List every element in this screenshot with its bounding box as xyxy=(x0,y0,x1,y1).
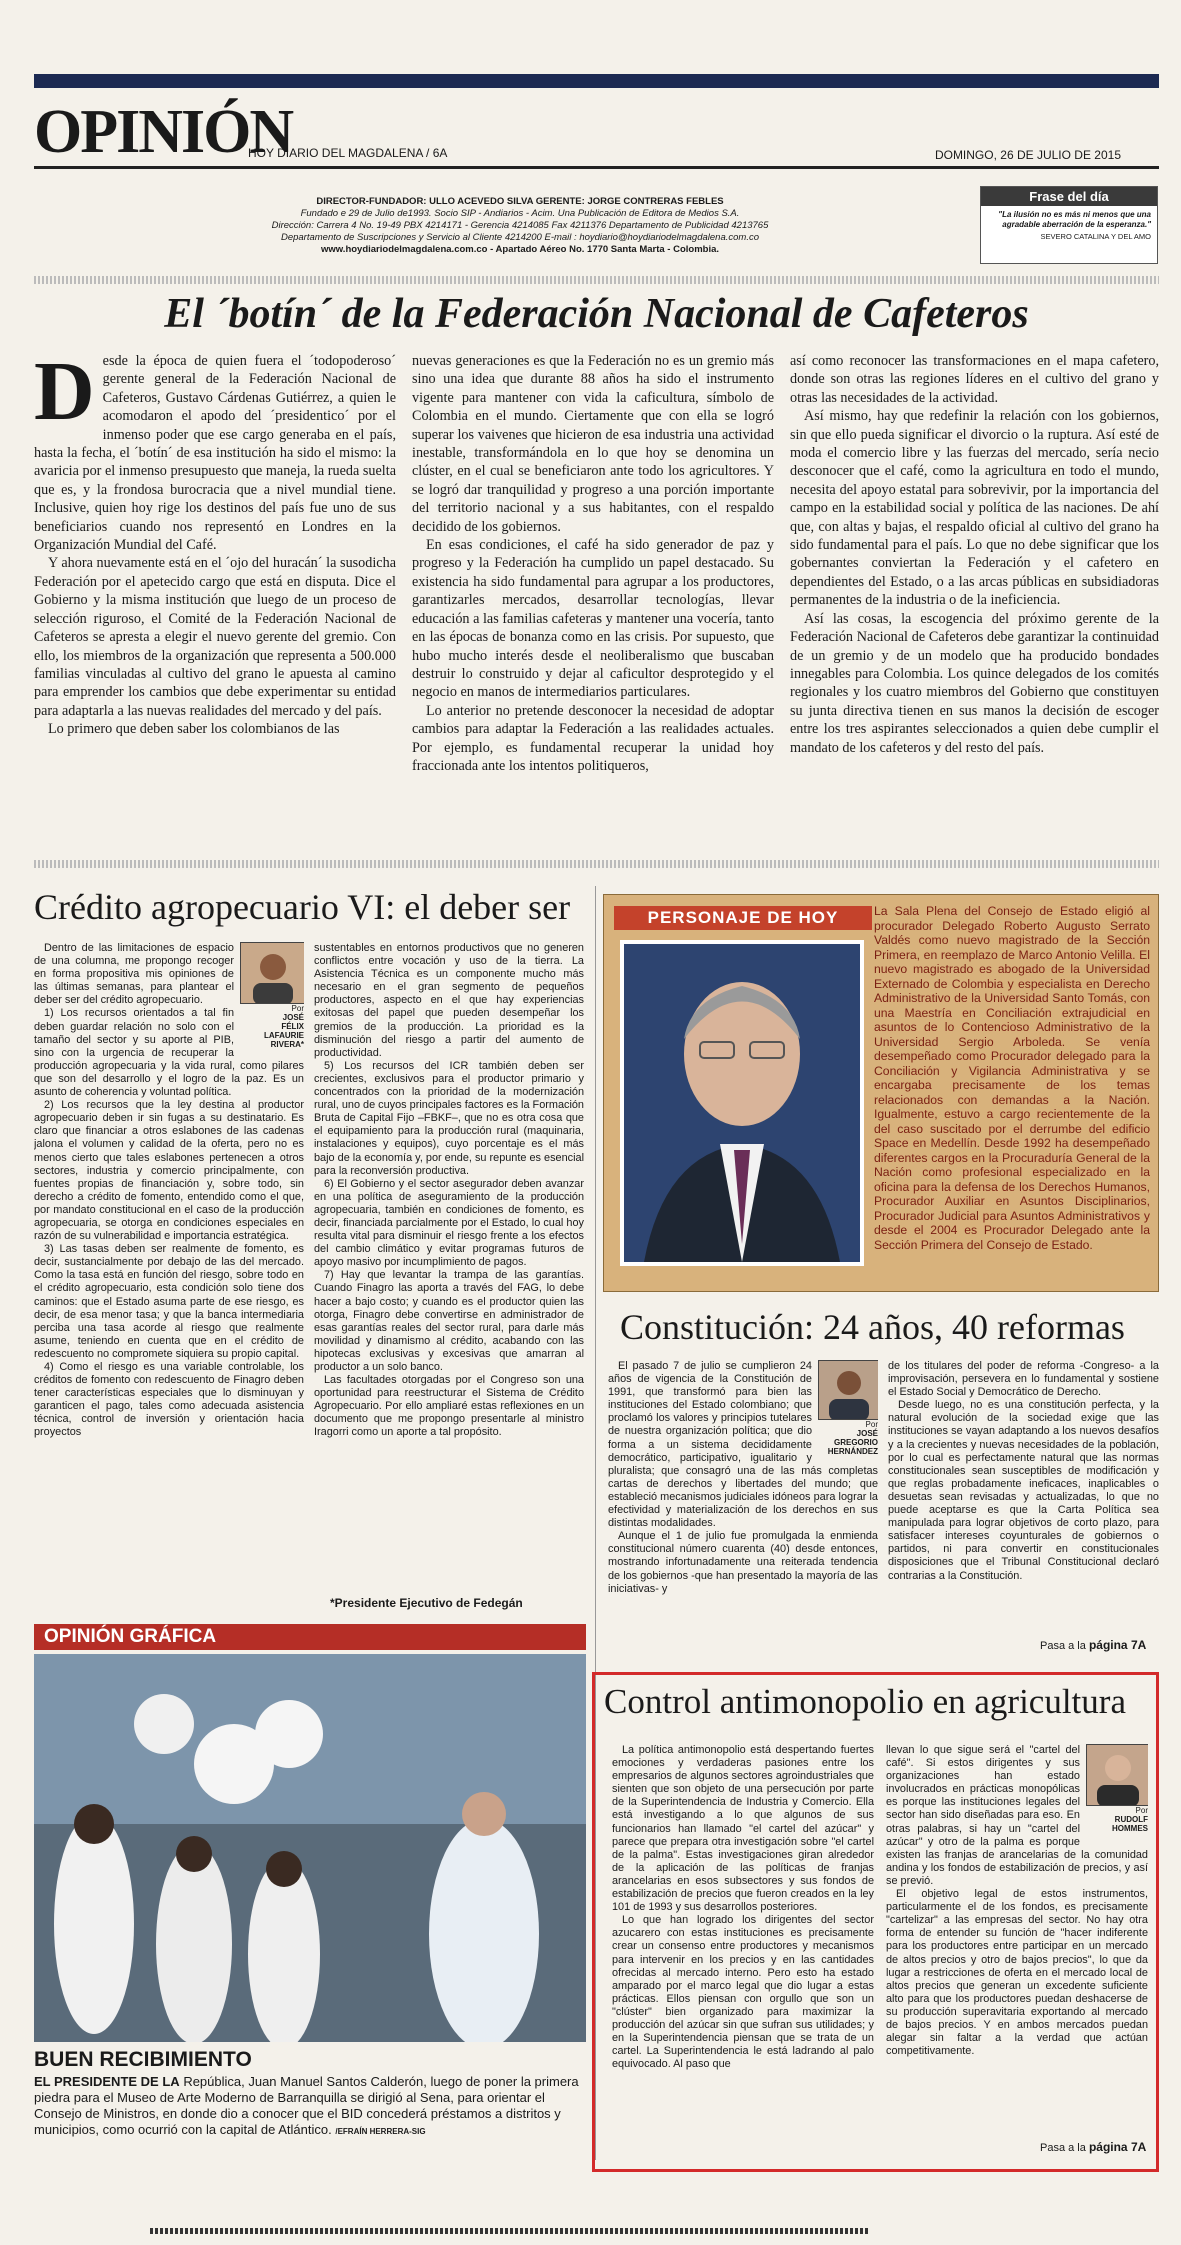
top-color-band xyxy=(34,74,1159,88)
byline-label xyxy=(240,1004,304,1049)
antimonopolio-paragraph: Lo que han logrado los dirigentes del sector azucarero con estas instituciones es precisamente crear un consenso entre productores y mecanismos para intervenir en los precios y en las cantidades ofrecidas al mercado interno. Pero esto ha estado amparado por el marco legal que dio lugar a estas prácticas. Ellos piensan con orgullo que son un "clúster" bien organizado para maximizar la producción del azúcar sin que sufran sus utilidades; y en la Superintendencia piensan que se trata de un cartel. La Superintendencia le está ladrando al palo equivocado. Al paso que xyxy=(612,1914,874,2071)
quote-of-day-text: "La ilusión no es más ni menos que una agradable aberración de la esperanza." xyxy=(998,210,1151,229)
antimonopolio-title: Control antimonopolio en agricultura xyxy=(604,1682,1126,1721)
antimonopolio-byline xyxy=(1086,1744,1148,1833)
caption-title: BUEN RECIBIMIENTO xyxy=(34,2048,252,2071)
credito-byline xyxy=(240,942,304,1049)
author-photo xyxy=(818,1360,878,1420)
byline-line: GREGORIO xyxy=(833,1438,878,1447)
antimonopolio-jump[interactable] xyxy=(1040,2140,1146,2154)
credito-col-2 xyxy=(314,942,584,1592)
byline-label xyxy=(818,1420,878,1456)
antimonopolio-col-1 xyxy=(612,1744,874,2154)
byline-line: Por xyxy=(865,1420,878,1429)
staff-line: Dirección: Carrera 4 No. 19-49 PBX 4214171 - Gerencia 4214085 Fax 4211376 Departamento de Publicidad 4213765 xyxy=(271,220,769,231)
jump-label: Pasa a la xyxy=(1040,1640,1086,1652)
editorial-col-2 xyxy=(412,352,774,852)
credito-title: Crédito agropecuario VI: el deber ser xyxy=(34,887,571,927)
editorial-col-1 xyxy=(34,352,396,852)
byline-line: Por xyxy=(291,1004,304,1013)
byline-line: RIVERA* xyxy=(270,1040,304,1049)
caption-lead: EL PRESIDENTE DE LA xyxy=(34,2074,180,2089)
masthead-rule xyxy=(34,166,1159,169)
antimonopolio-paragraph: El objetivo legal de estos instrumentos, particularmente el de los fondos, es precisamente "cartelizar" a las empresas del sector. No hay otra forma de entender su función de "hacer indiferente para los productores entre participar en un mercado de altos precios y otro de bajos precios", lo que da lugar a restricciones de oferta en el mercado local de altos precios que generan un excedente suficiente alto para que los productores puedan deshacerse de su producción superavitaria exportando al mercado de bajos precios. Y en ambos mercados puedan alegar sin faltar a la verdad que actúan competitivamente. xyxy=(886,1888,1148,2058)
editorial-paragraph: Lo anterior no pretende desconocer la necesidad de adoptar cambios para adaptar la Federación a las realidades actuales. Por ejemplo, es fundamental recuperar la unidad hoy fraccionada ante los intentos politiqueros, xyxy=(412,702,774,774)
staff-line: Fundado e 29 de Julio de1993. Socio SIP - Andiarios - Acim. Una Publicación de Editora de Medios S.A. xyxy=(300,208,740,219)
personaje-portrait-icon xyxy=(624,944,860,1262)
credito-paragraph: Dentro de las limitaciones de espacio de una columna, me propongo recoger en forma propositiva mis opiniones de las últimas semanas, para plantear el deber ser del crédito agropecuario. xyxy=(34,942,234,1007)
constitucion-col-2 xyxy=(888,1360,1159,1622)
byline-line: RUDOLF xyxy=(1114,1815,1148,1824)
crowd-photo-icon xyxy=(34,1654,586,2042)
staff-line: DIRECTOR-FUNDADOR: ULLO ACEVEDO SILVA GERENTE: JORGE CONTRERAS FEBLES xyxy=(316,196,724,207)
section-subhead: HOY DIARIO DEL MAGDALENA / 6A xyxy=(248,146,448,160)
editorial-col-3 xyxy=(790,352,1159,852)
antimonopolio-col-2 xyxy=(886,1744,1148,2124)
byline-line: Por xyxy=(1135,1806,1148,1815)
editorial-paragraph: Así las cosas, la escogencia del próximo gerente de la Federación Nacional de Cafeteros debe garantizar la continuidad de un gremio y de un modelo que ha producido bondades innegables para Colombia. Los quince delegados de los comités regionales y los cuatro miembros del Gobierno que constituyen su junta directiva tienen en sus manos la decisión de escoger entre los tres aspirantes seleccionados a quien debe cumplir el mandato de los cafeteros y del resto del país. xyxy=(790,610,1159,756)
credito-paragraph: 6) El Gobierno y el sector asegurador deben avanzar en una política de aseguramiento de la producción agropecuaria, también en condiciones de fomento, es decir, financiada parcialmente por el Estado, lo cual hoy resulta vital para disminuir el riesgo frente a los efectos del cambio climático y evitar programas futuros de apoyo masivo por incumplimiento de pagos. xyxy=(314,1177,584,1269)
credito-paragraph: 2) Los recursos que la ley destina al productor agropecuario deben ir sin fugas a su destinatario. Es claro que financiar a otros eslabones de las cadenas jalona el volumen y calidad de la oferta, pero no es menos cierto que tales eslabones pertenecen a otros sectores, industria y comercio principalmente, con fuentes propias de financiación y, sobre todo, sin derecho a crédito de fomento, entendido como el que, por mandato constitucional en el caso de la producción agropecuaria, se otorga en condiciones especiales en razón de su vulnerabilidad e importancia estratégica. xyxy=(34,1099,304,1243)
caption xyxy=(34,2074,586,2140)
credito-paragraph: sustentables en entornos productivos que no generen conflictos entre vocación y uso de la tierra. La Asistencia Técnica es un componente mucho más necesario en el gran segmento de pequeños productores, aspecto en el que hay experiencias exitosas del papel que pueden desempeñar los gremios de la producción. La prioridad es la disminución del riesgo a partir del aumento de productividad. xyxy=(314,942,584,1059)
personaje-label: PERSONAJE DE HOY xyxy=(614,906,872,930)
byline-line: FÉLIX xyxy=(281,1022,304,1031)
byline-line: HOMMES xyxy=(1112,1824,1148,1833)
credito-footnote: *Presidente Ejecutivo de Fedegán xyxy=(330,1596,523,1610)
editorial-paragraph: En esas condiciones, el café ha sido generador de paz y progreso y la Federación ha cumplido un papel destacado. Su existencia ha sido fundamental para agrupar a los productores, garantizarles mercados, desarrollar tecnologías, llevar educación a las familias cafeteras y mantener una vocería, tanto en las épocas de bonanza como en las crisis. Por supuesto, que hubo mucho interés desde el neoliberalismo que buscaban destruir lo construido y dejar al caficultor desprotegido y el negocio en manos de intermediarios particulares. xyxy=(412,537,774,701)
opinion-grafica-photo xyxy=(34,1654,586,2042)
author-photo xyxy=(1086,1744,1148,1806)
quote-of-day-title: Frase del día xyxy=(981,187,1157,206)
byline-line: LAFAURIE xyxy=(264,1031,304,1040)
credito-paragraph: Las facultades otorgadas por el Congreso son una oportunidad para reestructurar el Sistema de Crédito Agropecuario. Por ello ampliaré estas reflexiones en un documento que me propongo presentarle al ministro Iragorri como un aporte a tal propósito. xyxy=(314,1374,584,1439)
issue-date: DOMINGO, 26 DE JULIO DE 2015 xyxy=(934,148,1121,162)
jump-label: Pasa a la xyxy=(1040,2142,1086,2154)
author-portrait-icon xyxy=(1087,1745,1148,1805)
antimonopolio-paragraph: La política antimonopolio está despertando fuertes emociones y verdaderas pasiones entre los empresarios de algunos sectores agroindustriales que sienten que son objeto de una persecución por parte de la Superintendencia de Industria y Comercio. Ella está investigando a lo que algunos de sus funcionarios han llamado "el cartel del azúcar" y parece que prepara otra investigación sobre "el cartel de la palma". Estas investigaciones giran alrededor de la aplicación de las políticas de franjas arancelarias en esos subsectores y sus fondos de estabilización de precios que fueron creados en la ley 101 de 1993 y sus desarrollos posteriores. xyxy=(612,1744,874,1914)
photo-credit: /EFRAÍN HERRERA-SIG xyxy=(335,2127,426,2136)
credito-col-1 xyxy=(34,942,304,1610)
author-photo xyxy=(240,942,304,1004)
byline-line: JOSÉ xyxy=(856,1429,878,1438)
caption-text: República, Juan Manuel Santos Calderón, luego de poner la primera piedra para el Museo de Arte Moderno de Barranquilla se dirigió al Sena, para orientar el Consejo de Ministros, en donde dio a conocer que el BID concederá préstamos a distritos y municipios, como ocurrió con la capital de Atlántico. xyxy=(34,2074,579,2137)
byline-label xyxy=(1086,1806,1148,1833)
editorial-paragraph: Y ahora nuevamente está en el ´ojo del huracán´ la susodicha Federación por el apetecido cargo que está en disputa. Dice el Gobierno y la misma institución que luego de un proceso de selección riguroso, el Comité de la Federación Nacional de Cafeteros se apresta a elegir el nuevo gerente del gremio. Con ello, los miembros de la organización que representa a 500.000 familias vinculadas al cultivo del grano le apuesta al camino para emprender los cambios que debe experimentar su entidad para adaptarla a las nuevas realidades del mercado y del país. xyxy=(34,555,396,719)
constitucion-col-1 xyxy=(608,1360,878,1632)
editorial-dropcap: D xyxy=(34,352,95,438)
editorial-paragraph: así como reconocer las transformaciones en el mapa cafetero, donde son otras las regiones líderes en el cultivo del grano y otras las necesidades de la actividad. xyxy=(790,353,1159,406)
opinion-grafica-label: OPINIÓN GRÁFICA xyxy=(34,1624,586,1650)
editorial-paragraph: Así mismo, hay que redefinir la relación con los gobiernos, sin que ello pueda significar el divorcio o la ruptura. Así esté de moda el comercio libre y las fuerzas del mercado, sería necio desconocer que el café, como la agricultura en todo el mundo, necesita del apoyo estatal para sobrevivir, por la importancia del campo en la estabilidad social y política de las naciones. De ahí que, con altas y bajas, el respaldo oficial al cultivo del grano ha sido fundamental para el país. Lo que no debe significar que los gobernantes conviertan la Federación y el cafetero en dependientes del Estado, o a las arcas públicas en subsidiadoras permanentes de la industria o de la ineficiencia. xyxy=(790,408,1159,609)
credito-paragraph: 1) Los recursos orientados a tal fin deben guardar relación no solo con el tamaño del sector y su aporte al PIB, sino con la urgencia de recuperar la producción agropecuaria y la vida rural, como pilares que son del desarrollo y el logro de la paz. Es un asunto de coherencia y voluntad política. xyxy=(34,1007,304,1099)
constitucion-paragraph: de los titulares del poder de reforma -Congreso- a la improvisación, persevera en lo fundamental y sostiene el Estado Social y Democrático de Derecho. xyxy=(888,1360,1159,1399)
antimonopolio-paragraph: llevan lo que sigue será el "cartel del café". Si estos dirigentes y sus organizaciones han estado involucrados en prácticas monopólicas es porque las instituciones legales del sector han sido diseñadas para eso. En otras palabras, si hay un "cartel del azúcar" y otro de la palma es porque existen las franjas de arancelarias de la comunidad andina y los fondos de estabilización de precios, y así se previó. xyxy=(886,1744,1148,1887)
personaje-text: La Sala Plena del Consejo de Estado eligió al procurador Delegado Roberto Augusto Serrato Valdés como nuevo magistrado de la Sección Primera, en reemplazo de Marco Antonio Velilla. El nuevo magistrado es abogado de la Universidad Externado de Colombia y especialista en Derecho Administrativo de la Universidad Santo Tomás, con una Maestría en Conciliación extrajudicial en asuntos de lo Contencioso Administrativo de la Universidad Sergio Arboleda. Se venía desempeñado como Procurador delegado para la Conciliación y Vigilancia Administrativa y se encargaba precisamente de los temas relacionados con demandas a la Nación. Igualmente, estuvo a cargo recientemente de la del caso suscitado por el derrumbe del edificio Space en Medellín. Desde 1992 ha desempeñado diferentes cargos en la Procuraduría General de la Nación como profesional especializado en la oficina para la defensa de los Derechos Humanos, Procurador Auxiliar en Asuntos Disciplinarios, Procurador Judicial para Asuntos Administrativos y desde el 2004 es Procurador Delegado ante la Sección Primera del Consejo de Estado. xyxy=(874,904,1150,1252)
credito-paragraph: 5) Los recursos del ICR también deben ser crecientes, exclusivos para el productor primario y concentrados con la prioridad de la modernización rural, uno de cuyos principales factores es la Formación Bruta de Capital Fijo –FBKF–, que no es otra cosa que el equipamiento para la producción rural (maquinaria, instalaciones y equipos), cuyo porcentaje es el más bajo de la economía y, por ende, su repunte es esencial para la reconversión productiva. xyxy=(314,1059,584,1177)
constitucion-title: Constitución: 24 años, 40 reformas xyxy=(620,1307,1125,1347)
jump-page: página 7A xyxy=(1088,2140,1147,2154)
editorial-paragraph: nuevas generaciones es que la Federación no es un gremio más sino una idea que durante 88 años ha sido el instrumento vigente para mantener con vida la caficultura, símbolo de Colombia en el mundo. Ciertamente que con ella se logró superar los vaivenes que hicieron de esa industria una actividad inestable, transformándola en lo que hoy se denomina un clúster, en el cual se beneficiaron ante todo los agricultores. Y se logró dar tranquilidad y progreso a una porción importante del territorio nacional y a sus habitantes, con el respaldo decidido de los gobiernos. xyxy=(412,353,774,535)
constitucion-paragraph: Desde luego, no es una constitución perfecta, y la natural evolución de la sociedad exige que las instituciones se vayan adaptando a los nuevos desafíos y a la crecientes y nuevas necesidades de la población, por lo cual es perfectamente natural que las normas constitucionales sean susceptibles de modificación y que reglas probadamente ineficaces, inaplicables o desuetas sean revisadas y actualizadas, lo que no puede aceptarse es que la Carta Política sea manipulada para lograr objetivos de corto plazo, para satisfacer intereses coyunturales de gobiernos o partidos, ni para convertir en constitucionales disposiciones que el Tribunal Constitucional declaró contrarias a la Constitución. xyxy=(888,1399,1159,1582)
hatch-divider xyxy=(34,276,1159,284)
staff-box xyxy=(200,196,840,256)
personaje-photo xyxy=(620,940,864,1266)
credito-paragraph: 3) Las tasas deben ser realmente de fomento, es decir, sustancialmente por debajo de las del mercado. Como la tasa está en función del riesgo, sobre todo en el crédito agropecuario, esta condición solo tiene dos caminos: que el Estado asuma parte de ese riesgo, es decir, de esa menor tasa; y que la banca intermediaria perciba una tasa acorde al riesgo que realmente asume, teniendo en cuenta que en el crédito de redescuento no compromete siquiera su propio capital. xyxy=(34,1243,304,1360)
hatch-divider xyxy=(34,860,1159,868)
editorial-paragraph: Lo primero que deben saber los colombianos de las xyxy=(48,721,340,738)
constitucion-byline xyxy=(818,1360,878,1456)
credito-paragraph: 7) Hay que levantar la trampa de las garantías. Cuando Finagro las aporta a través del FAG, lo debe hacer a bajo costo; y cuando es el productor quien las otorga, Finagro debe convertirse en administrador de esas garantías reales del sector rural, para darle más movilidad y dinamismo al crédito, acabando con las hipotecas exclusivas y excesivas que amarran al productor a un solo banco. xyxy=(314,1269,584,1373)
author-portrait-icon xyxy=(241,943,304,1003)
byline-line: HERNÁNDEZ xyxy=(827,1447,878,1456)
constitucion-jump[interactable] xyxy=(1040,1638,1146,1652)
section-logo: OPINIÓN xyxy=(34,98,293,166)
staff-line: www.hoydiariodelmagdalena.com.co - Apartado Aéreo No. 1770 Santa Marta - Colombia. xyxy=(320,244,720,255)
author-portrait-icon xyxy=(819,1361,878,1419)
quote-of-day-box xyxy=(980,186,1158,264)
constitucion-paragraph: Aunque el 1 de julio fue promulgada la enmienda constitucional número cuarenta (40) desde entonces, mostrando infortunadamente una reiterada tendencia de los gobiernos -que han presentado la mayoría de las iniciativas- y xyxy=(608,1530,878,1595)
staff-line: Departamento de Suscripciones y Servicio al Cliente 4214200 E-mail : hoydiario@hoydiariodelmagdalena.com.co xyxy=(280,232,760,243)
editorial-paragraph: esde la época de quien fuera el ´todopoderoso´ gerente general de la Federación Nacional de Cafeteros, Gustavo Cárdenas Gutiérrez, a quien le acomodaron el apodo del ´presidentico´ por el inmenso poder que ese cargo generaba en el país, hasta la fecha, el ´botín´ de esa institución ha sido el mismo: la avaricia por el inmenso presupuesto que maneja, la rueda suelta que es, y la frondosa burocracia que a nivel mundial tiene. Inclusive, quien hoy rige los destinos del país fue uno de sus beneficiarios cuando nos representó en Londres en la Organización Mundial del Café. xyxy=(34,353,396,554)
quote-of-day-author: SEVERO CATALINA Y DEL AMO xyxy=(1040,232,1151,241)
jump-page: página 7A xyxy=(1088,1638,1147,1652)
editorial-title: El ´botín´ de la Federación Nacional de Cafeteros xyxy=(164,291,1029,337)
constitucion-paragraph: El pasado 7 de julio se cumplieron 24 años de vigencia de la Constitución de 1991, que transformó para bien las instituciones del Estado colombiano; que proclamó los valores y principios tutelares de nuestra organización política; que dio forma a un sistema decididamente democrático, participativo, igualitario y pluralista; que consagró una de las más completas cartas de derechos y libertades del mundo; que estableció mecanismos judiciales idóneos para lograr la efectividad y materialización de los derechos en sus distintas modalidades. xyxy=(608,1360,878,1530)
byline-line: JOSÉ xyxy=(282,1013,304,1022)
footer-barcode-strip xyxy=(150,2228,870,2234)
credito-paragraph: 4) Como el riesgo es una variable controlable, los créditos de fomento con redescuento de Finagro deben tener características especiales que lo disminuyan y garanticen el pago, tales como adecuada asistencia técnica, control de inversión y orientación hacia proyectos xyxy=(34,1361,304,1439)
